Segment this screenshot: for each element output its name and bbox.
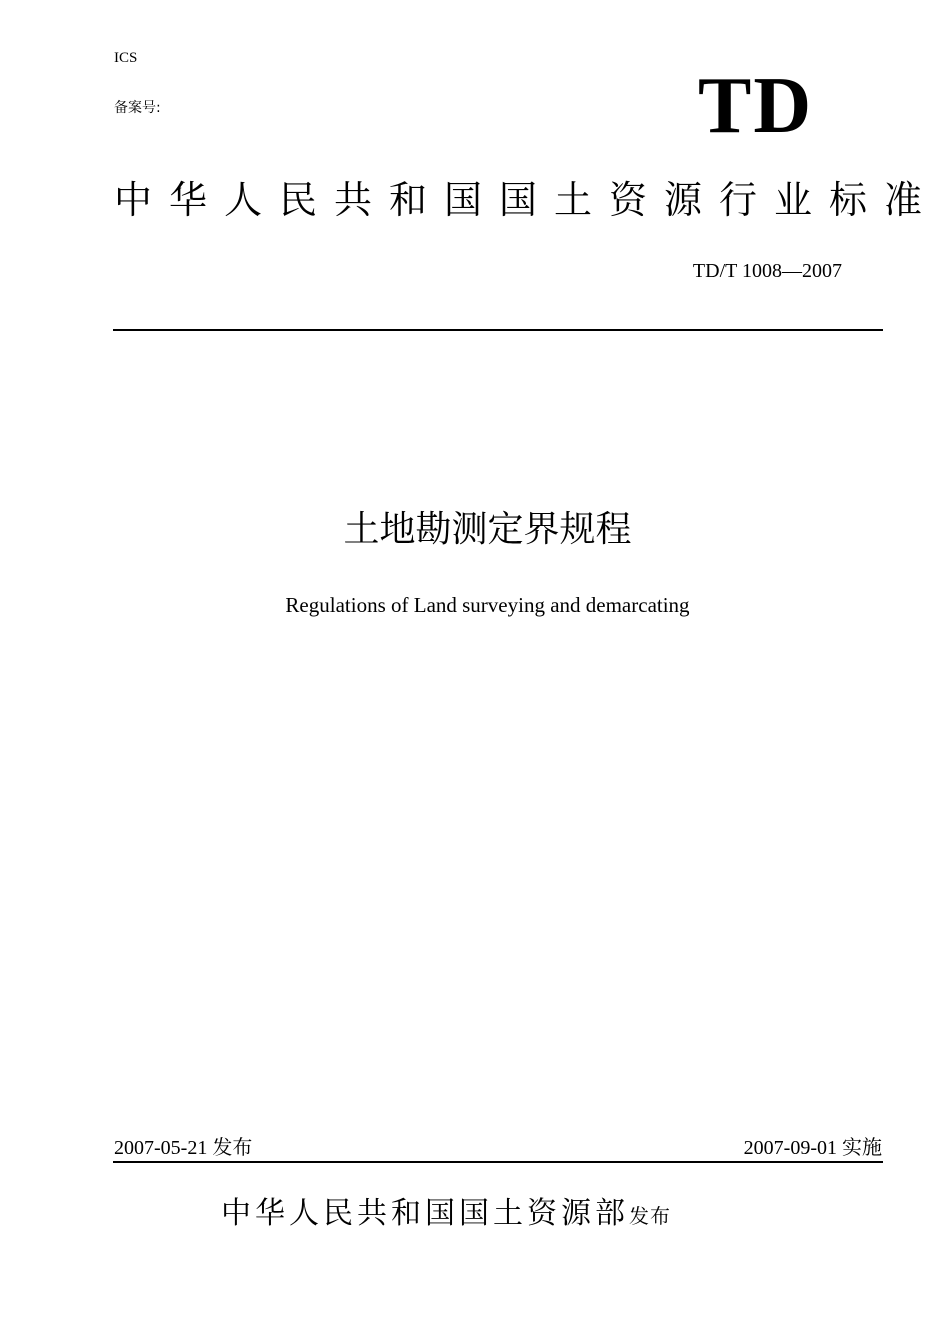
implementation-date xyxy=(744,1134,882,1161)
issue-date-value: 2007-05-21 xyxy=(114,1137,208,1159)
header-divider xyxy=(113,329,883,331)
issue-date-suffix: 发布 xyxy=(212,1135,253,1159)
ics-label: ICS xyxy=(114,50,138,66)
standard-category-title: 中华人民共和国国土资源行业标准 xyxy=(114,178,940,222)
document-subtitle: Regulations of Land surveying and demarcating xyxy=(285,593,690,617)
implementation-date-value: 2007-09-01 xyxy=(743,1137,837,1159)
td-logo: TD xyxy=(698,62,814,150)
record-number-label: 备案号: xyxy=(114,100,161,116)
footer-divider xyxy=(113,1161,883,1163)
publisher xyxy=(221,1194,671,1236)
document-title: 土地勘测定界规程 xyxy=(343,509,632,550)
issue-date xyxy=(114,1134,252,1161)
implementation-date-suffix: 实施 xyxy=(842,1135,882,1159)
publisher-name: 中华人民共和国国土资源部 xyxy=(221,1196,629,1231)
standard-code: TD/T 1008—2007 xyxy=(692,260,842,282)
publisher-suffix: 发布 xyxy=(629,1204,671,1228)
